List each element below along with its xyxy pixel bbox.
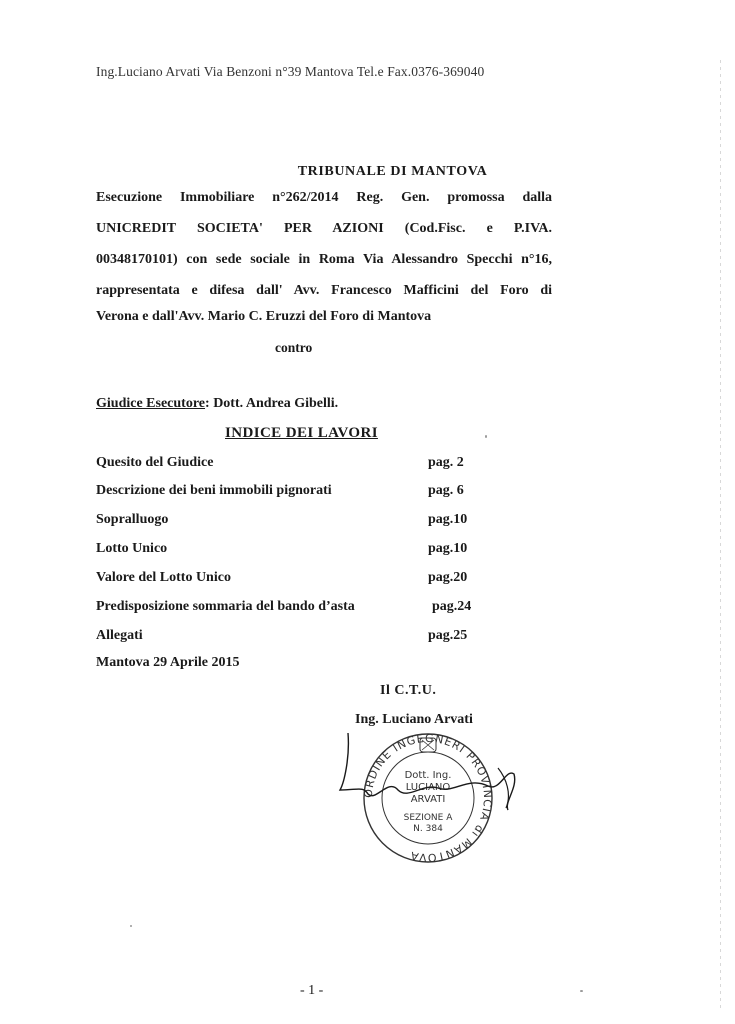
case-word: e (142, 309, 149, 324)
page-number: - 1 - (300, 983, 324, 998)
scan-speck (485, 435, 487, 438)
case-word: Esecuzione (96, 190, 163, 205)
case-word: dall'Avv. (152, 309, 205, 324)
case-word: 00348170101) (96, 252, 178, 267)
case-word: Avv. (293, 283, 320, 298)
case-word: Roma (318, 252, 355, 267)
case-word: P.IVA. (513, 221, 553, 236)
stamp-line-3: ARVATI (410, 794, 446, 805)
index-item-label: Allegati (96, 628, 143, 643)
case-word: Maffiсini (403, 283, 459, 298)
case-line (96, 283, 552, 299)
index-item-label: Sopralluogo (96, 512, 169, 527)
case-word: n°16, (521, 252, 552, 267)
index-item-label: Predisposizione sommaria del bando d’asta (96, 599, 355, 614)
index-item-page: pag.20 (428, 570, 468, 585)
index-item-page: pag.25 (428, 628, 468, 643)
index-item-page: pag. 2 (428, 455, 464, 470)
case-word: Francesco (331, 283, 392, 298)
case-line (96, 221, 552, 237)
index-item-page: pag.10 (428, 541, 468, 556)
stamp-line-1: Dott. Ing. (404, 770, 452, 781)
judge-line (96, 396, 338, 412)
stamp-ring-text: ORDINE INGEGNERI PROVINCIA di MANTOVA (361, 731, 495, 865)
case-word: Eruzzi (265, 309, 306, 324)
case-word: UNICREDIT (96, 221, 176, 236)
case-word: Reg. (356, 190, 384, 205)
index-item-page: pag. 6 (428, 483, 464, 498)
signature-name: Ing. Luciano Arvati (355, 712, 473, 727)
scan-speck (580, 990, 583, 992)
case-word: dall' (256, 283, 283, 298)
court-title: TRIBUNALE DI MANTOVA (297, 164, 488, 179)
case-word: difesa (209, 283, 245, 298)
case-word: Via (362, 252, 384, 267)
case-word: Foro (330, 309, 359, 324)
index-item-label: Valore del Lotto Unico (96, 570, 231, 585)
case-word: Foro (500, 283, 529, 298)
case-word: del (470, 283, 489, 298)
judge-name: Dott. Andrea Gibelli. (209, 396, 339, 411)
contro-label: contro (275, 340, 313, 355)
case-word: C. (248, 309, 263, 324)
case-word: PER (283, 221, 312, 236)
case-word: Gen. (401, 190, 430, 205)
scan-speck (130, 925, 132, 927)
stamp-line-2: LUCIANO (405, 782, 451, 793)
case-line (96, 252, 552, 268)
case-word: Specchi (466, 252, 513, 267)
case-word: Mantova (377, 309, 432, 324)
case-word: rappresentata (96, 283, 180, 298)
index-item-label: Descrizione dei beni immobili pignorati (96, 483, 332, 498)
scan-edge-artifact (720, 60, 721, 1010)
case-word: Immobiliare (179, 190, 255, 205)
judge-label: Giudice Esecutore (96, 396, 206, 411)
case-word: SOCIETA' (196, 221, 263, 236)
case-word: sociale (250, 252, 290, 267)
case-word: (Cod.Fisc. (404, 221, 466, 236)
index-item-page: pag.10 (428, 512, 468, 527)
case-word: Alessandro (391, 252, 458, 267)
index-title: INDICE DEI LAVORI (225, 425, 378, 441)
signature-role: Il C.T.U. (380, 683, 437, 698)
engineer-stamp-with-signature (328, 728, 528, 868)
case-word: AZIONI (332, 221, 384, 236)
index-item-page: pag.24 (432, 599, 472, 614)
case-word: con (186, 252, 208, 267)
case-word: in (298, 252, 311, 267)
index-item-label: Quesito del Giudice (96, 455, 214, 470)
case-word: Mario (207, 309, 246, 324)
case-word: Verona (96, 309, 139, 324)
case-word: n°262/2014 (272, 190, 339, 205)
case-word: e (191, 283, 198, 298)
case-word: di (362, 309, 374, 324)
judge-colon: : (205, 396, 210, 411)
stamp-line-5: N. 384 (413, 824, 443, 834)
case-word: di (540, 283, 553, 298)
document-date: Mantova 29 Aprile 2015 (96, 655, 240, 670)
case-word: promossa (447, 190, 505, 205)
case-word: e (486, 221, 493, 236)
letterhead: Ing.Luciano Arvati Via Benzoni n°39 Mantova Tel.e Fax.0376-369040 (96, 64, 485, 79)
index-item-label: Lotto Unico (96, 541, 168, 556)
case-line (96, 309, 552, 325)
case-word: del (308, 309, 327, 324)
case-line (96, 190, 552, 206)
case-word: dalla (522, 190, 553, 205)
stamp-line-4: SEZIONE A (403, 813, 453, 823)
case-word: sede (215, 252, 242, 267)
